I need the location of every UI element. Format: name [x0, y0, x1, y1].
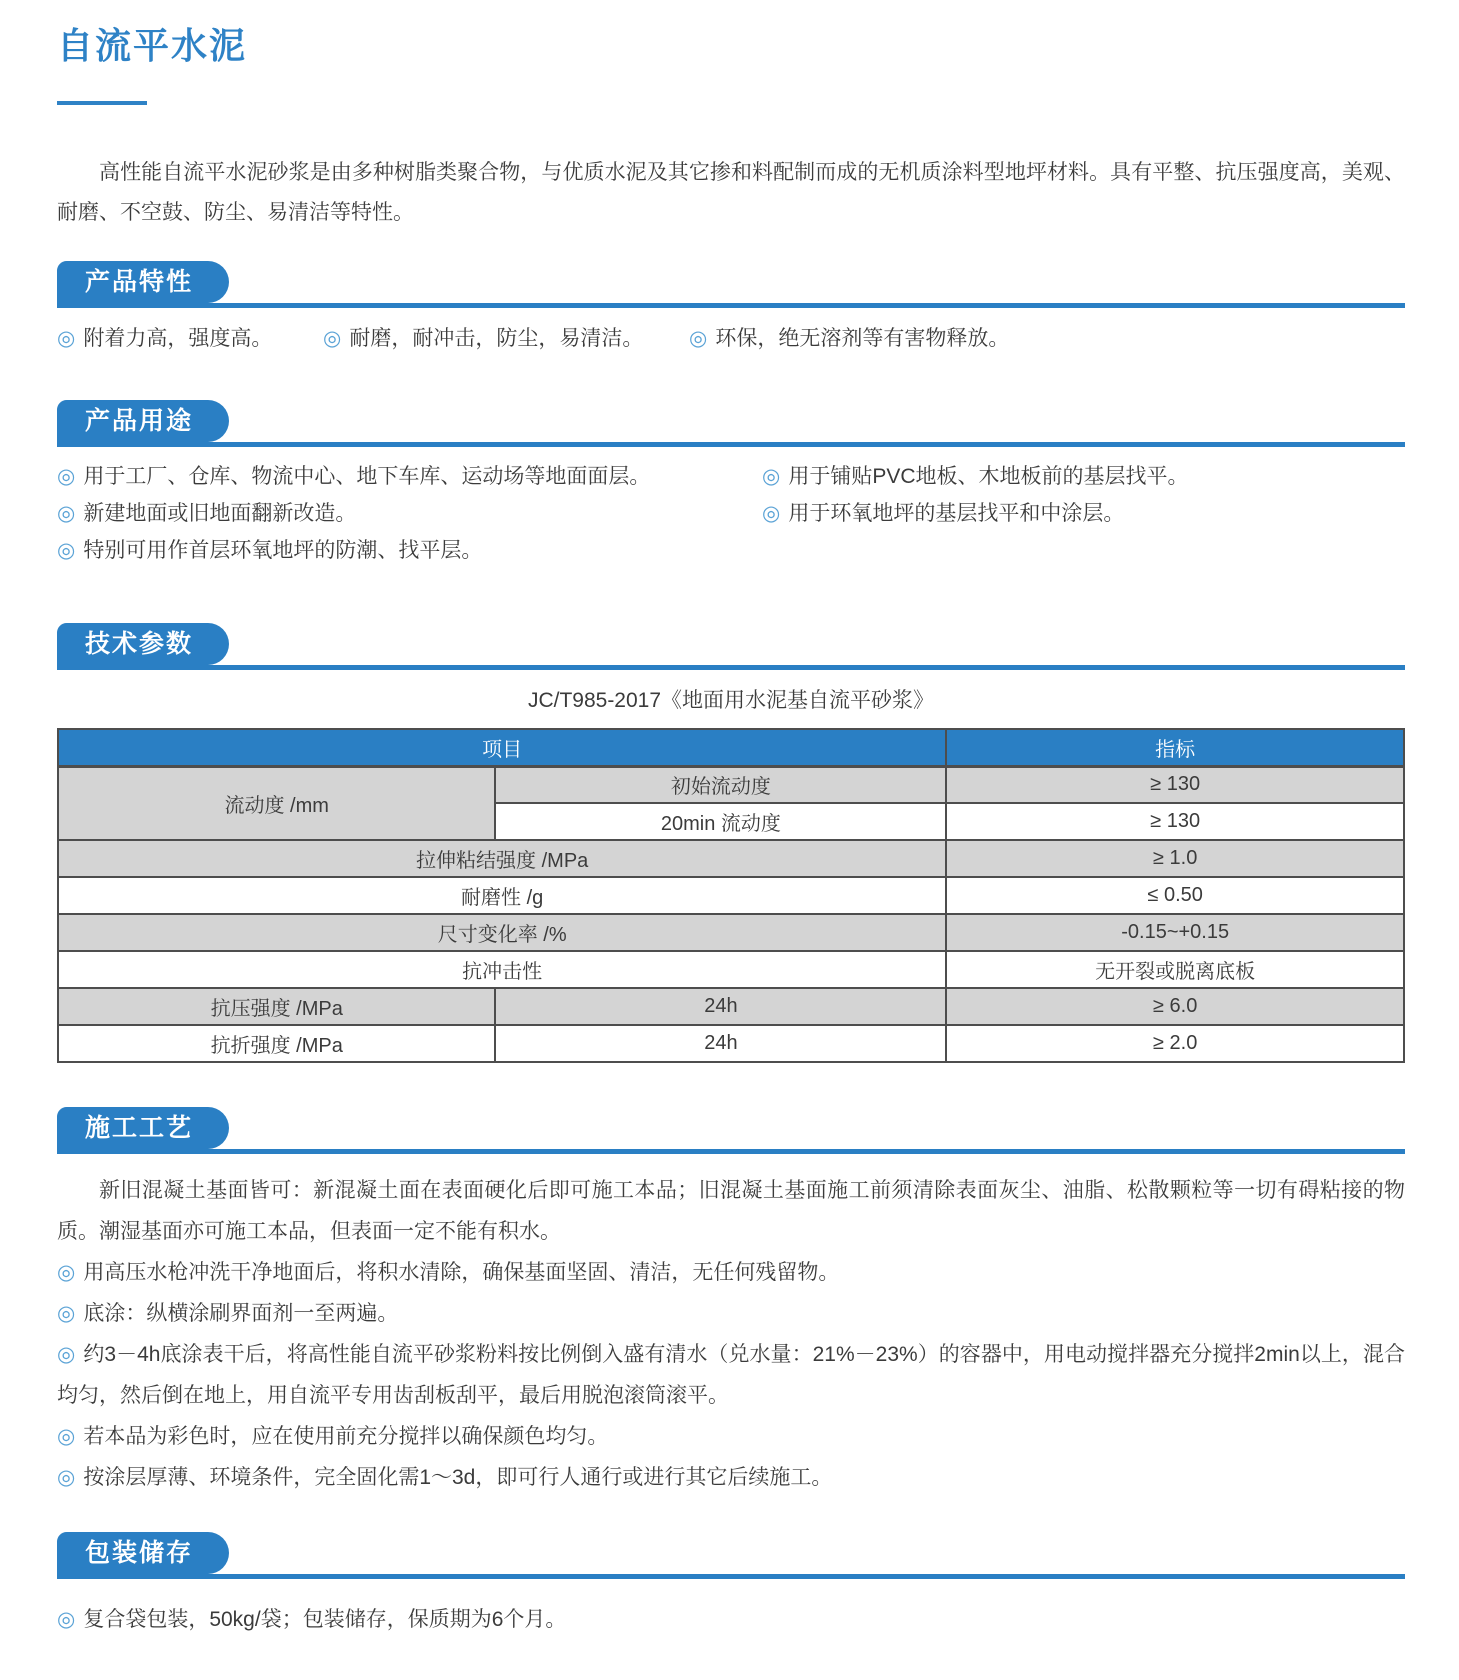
- feature-text: 附着力高，强度高。: [83, 327, 273, 350]
- list-item: [57, 1293, 1405, 1334]
- section-tab-tech: 技术参数: [57, 623, 229, 665]
- bullseye-bullet-icon: ◎: [689, 327, 708, 350]
- cell-label: 尺寸变化率 /%: [58, 914, 946, 951]
- table-row: [58, 840, 1404, 877]
- use-text: 用于工厂、仓库、物流中心、地下车库、运动场等地面面层。: [83, 465, 651, 488]
- bullseye-bullet-icon: ◎: [57, 502, 76, 525]
- cell-value: ≥ 6.0: [946, 988, 1404, 1025]
- cell-value: -0.15~+0.15: [946, 914, 1404, 951]
- cell-label: 抗压强度 /MPa: [58, 988, 495, 1025]
- bullseye-bullet-icon: ◎: [57, 1343, 76, 1366]
- section-header-process: [57, 1107, 1405, 1154]
- list-item: [57, 1599, 1405, 1640]
- bullseye-bullet-icon: ◎: [57, 1608, 76, 1631]
- process-step-text: 底涂：纵横涂刷界面剂一至两遍。: [83, 1302, 399, 1325]
- cell-value: ≤ 0.50: [946, 877, 1404, 914]
- cell-sub: 初始流动度: [495, 766, 946, 803]
- bullseye-bullet-icon: ◎: [57, 539, 76, 562]
- cell-sub: 24h: [495, 1025, 946, 1062]
- table-header-row: [58, 729, 1404, 766]
- process-step-text: 约3－4h底涂表干后，将高性能自流平砂浆粉料按比例倒入盛有清水（兑水量：21%－23%）的容器中，用电动搅拌器充分搅拌2min以上，混合均匀，然后倒在地上，用自流平专用齿刮板刮平，最后用脱泡滚筒滚平。: [57, 1343, 1405, 1407]
- cell-value: ≥ 130: [946, 766, 1404, 803]
- feature-text: 耐磨，耐冲击，防尘，易清洁。: [349, 327, 644, 350]
- bullseye-bullet-icon: ◎: [57, 1261, 76, 1284]
- use-text: 特别可用作首层环氧地坪的防潮、找平层。: [83, 539, 483, 562]
- bullseye-bullet-icon: ◎: [57, 1466, 76, 1489]
- table-row: [58, 766, 1404, 803]
- section-tab-packaging: 包装储存: [57, 1532, 229, 1574]
- features-list: [57, 324, 1405, 354]
- process-list: [57, 1252, 1405, 1498]
- section-header-features: [57, 261, 1405, 308]
- use-text: 新建地面或旧地面翻新改造。: [83, 502, 357, 525]
- page-title: 自流平水泥: [57, 25, 248, 66]
- list-item: [57, 537, 762, 565]
- section-header-tech: [57, 623, 1405, 670]
- uses-left-column: [57, 463, 762, 565]
- cell-label: 拉伸粘结强度 /MPa: [58, 840, 946, 877]
- list-item: [57, 1334, 1405, 1416]
- cell-label: 抗折强度 /MPa: [58, 1025, 495, 1062]
- list-item: [762, 500, 1405, 528]
- title-underline: [57, 101, 147, 105]
- table-caption: JC/T985-2017《地面用水泥基自流平砂浆》: [527, 689, 935, 712]
- packaging-list: [57, 1599, 1405, 1640]
- cell-flow-label: 流动度 /mm: [58, 766, 495, 840]
- packaging-text: 复合袋包装，50kg/袋；包装储存，保质期为6个月。: [83, 1608, 567, 1631]
- bullseye-bullet-icon: ◎: [57, 1302, 76, 1325]
- bullseye-bullet-icon: ◎: [762, 502, 781, 525]
- list-item: [57, 500, 762, 528]
- list-item: [57, 1252, 1405, 1293]
- bullseye-bullet-icon: ◎: [57, 465, 76, 488]
- cell-label: 耐磨性 /g: [58, 877, 946, 914]
- list-item: [57, 463, 762, 491]
- table-row: [58, 988, 1404, 1025]
- bullseye-bullet-icon: ◎: [57, 327, 76, 350]
- table-row: [58, 951, 1404, 988]
- uses-right-column: [762, 463, 1405, 565]
- list-item: [57, 1416, 1405, 1457]
- list-item: [323, 324, 689, 354]
- table-row: [58, 877, 1404, 914]
- cell-value: ≥ 2.0: [946, 1025, 1404, 1062]
- cell-sub: 20min 流动度: [495, 803, 946, 840]
- cell-sub: 24h: [495, 988, 946, 1025]
- spec-table: [57, 728, 1405, 1063]
- process-step-text: 用高压水枪冲洗干净地面后，将积水清除，确保基面坚固、清洁，无任何残留物。: [83, 1261, 840, 1284]
- section-header-packaging: [57, 1532, 1405, 1579]
- list-item: [689, 324, 1009, 354]
- uses-list: [57, 463, 1405, 565]
- intro-paragraph: 高性能自流平水泥砂浆是由多种树脂类聚合物，与优质水泥及其它掺和料配制而成的无机质涂料型地坪材料。具有平整、抗压强度高，美观、耐磨、不空鼓、防尘、易清洁等特性。: [57, 161, 1405, 224]
- bullseye-bullet-icon: ◎: [323, 327, 342, 350]
- process-intro-paragraph: 新旧混凝土基面皆可：新混凝土面在表面硬化后即可施工本品；旧混凝土基面施工前须清除表面灰尘、油脂、松散颗粒等一切有碍粘接的物质。潮湿基面亦可施工本品，但表面一定不能有积水。: [57, 1179, 1405, 1243]
- use-text: 用于环氧地坪的基层找平和中涂层。: [788, 502, 1125, 525]
- list-item: [762, 463, 1405, 491]
- section-tab-uses: 产品用途: [57, 400, 229, 442]
- cell-label: 抗冲击性: [58, 951, 946, 988]
- process-step-text: 按涂层厚薄、环境条件，完全固化需1～3d，即可行人通行或进行其它后续施工。: [83, 1466, 833, 1489]
- bullseye-bullet-icon: ◎: [762, 465, 781, 488]
- list-item: [57, 324, 323, 354]
- col-header-item: 项目: [58, 729, 946, 766]
- bullseye-bullet-icon: ◎: [57, 1425, 76, 1448]
- feature-text: 环保，绝无溶剂等有害物释放。: [715, 327, 1010, 350]
- section-header-uses: [57, 400, 1405, 447]
- list-item: [57, 1457, 1405, 1498]
- cell-value: ≥ 1.0: [946, 840, 1404, 877]
- col-header-index: 指标: [946, 729, 1404, 766]
- process-step-text: 若本品为彩色时，应在使用前充分搅拌以确保颜色均匀。: [83, 1425, 609, 1448]
- table-row: [58, 1025, 1404, 1062]
- cell-value: 无开裂或脱离底板: [946, 951, 1404, 988]
- section-tab-features: 产品特性: [57, 261, 229, 303]
- table-row: [58, 914, 1404, 951]
- cell-value: ≥ 130: [946, 803, 1404, 840]
- section-tab-process: 施工工艺: [57, 1107, 229, 1149]
- use-text: 用于铺贴PVC地板、木地板前的基层找平。: [788, 465, 1189, 488]
